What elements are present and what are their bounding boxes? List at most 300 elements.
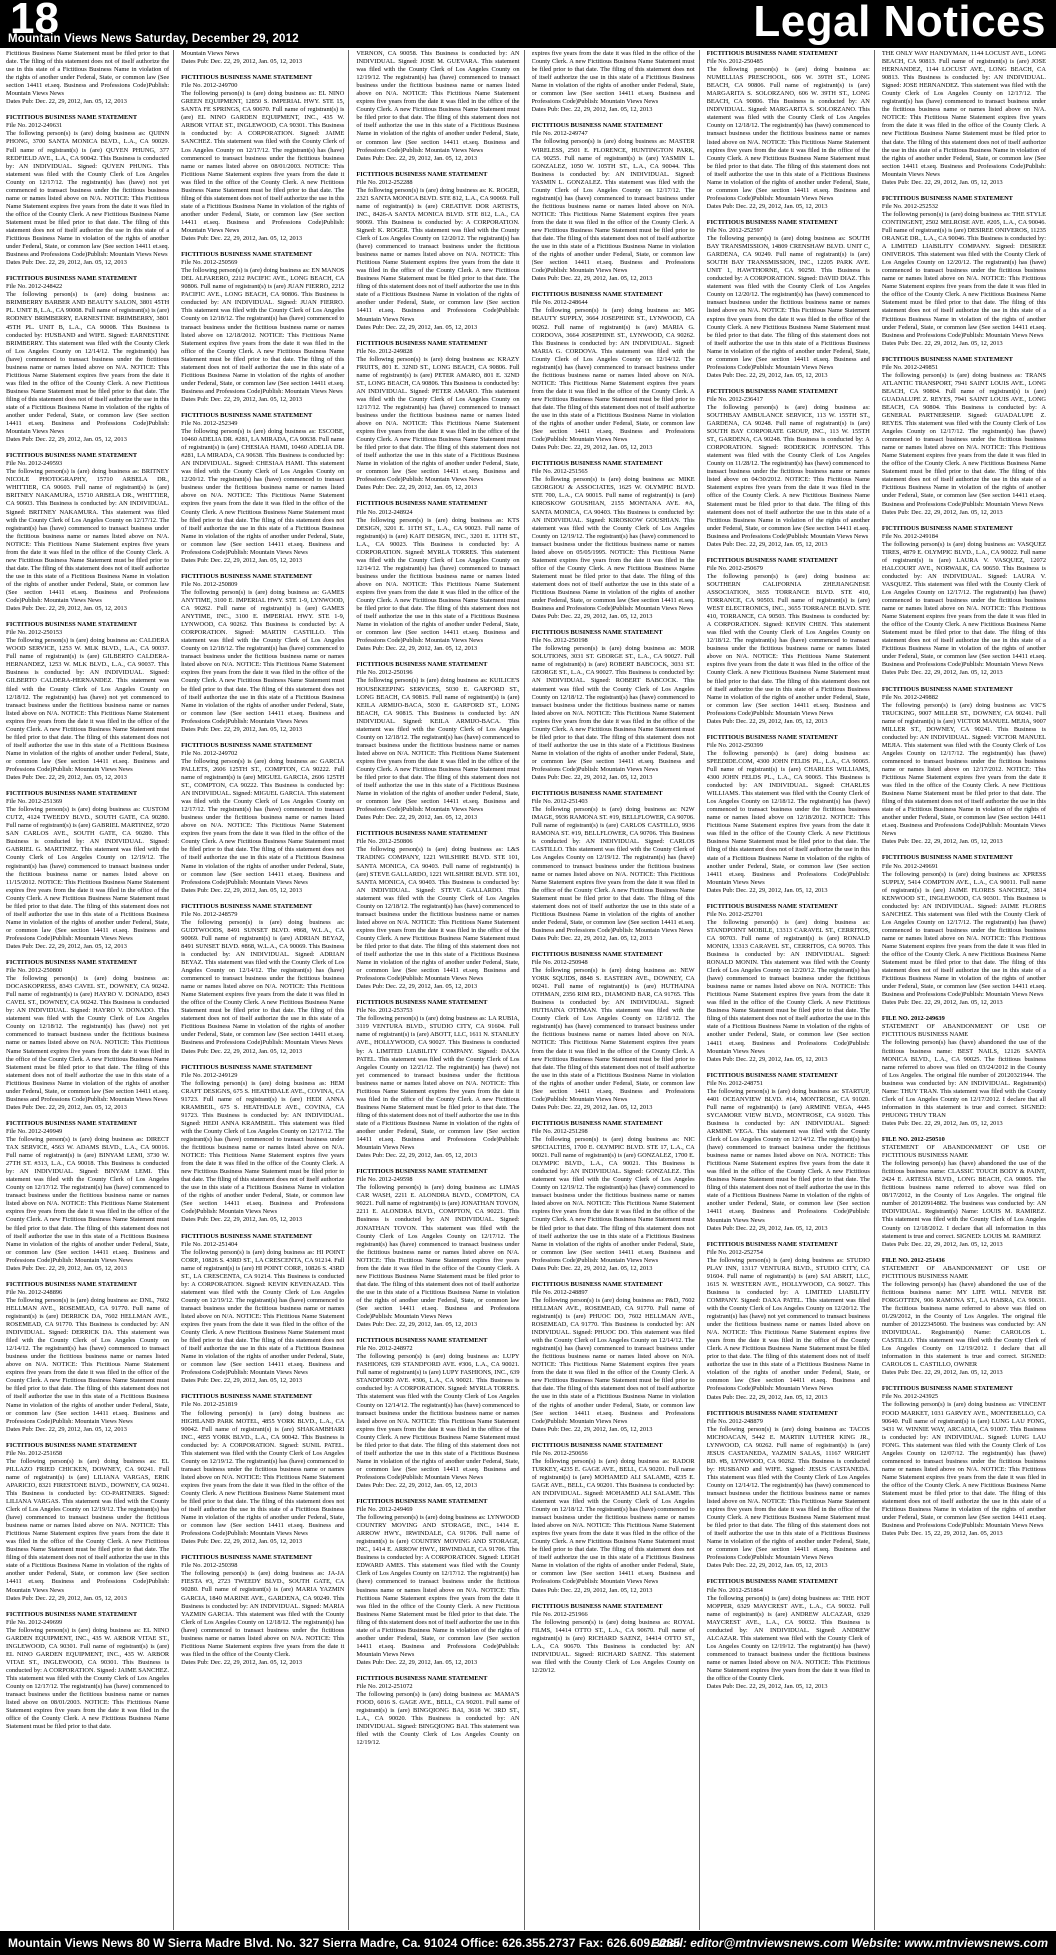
legal-notice [532,1120,695,1273]
notice-heading: FICTITIOUS BUSINESS NAME STATEMENT [6,1119,138,1127]
legal-notice [882,1136,1046,1249]
notice-file-number: File No. 2012-249598 [356,1176,413,1184]
notice-body: The following person(s) is (are) doing business as: P&D, 7602 HELLMAN AVE., ROSEMEAD, CA 91770. Full name of registrant(s) is (are) PHUOC DO, 7602 HELLMAN AVE., ROSEMEAD, CA 91770. This Business is conducted by: AN INDIVIDUAL. Signed: PHUOC DO. This statement was filed with the County Clerk of Los Angeles County on 12/14/12. The registrant(s) has (have) commenced to transact business under the fictitious business name or names listed above on N/A. NOTICE: This Fictitious Name Statement expires five years from the date it was filed in the office of the County Clerk. A new Fictitious Business Name Statement must be filed prior to that date. The filing of this statement does not of itself authorize the use in this state of a Fictitious Business Name in violation of the rights of another under Federal, State, or common law (See section 14411 et.seq. Business and Professions Code)Publish: Mountain Views News [531,1296,695,1425]
notice-body: The following person(s) is (are) doing business as: LUPY FASHIONS, 639 STANDFORD AVE. #306, L.A., CA 90021. Full name of registrant(s) is (are) LUPY FASHIONS, INC., 639 STANDFORD AVE. #306, L.A., CA 90021. This Business is conducted by: A CORPORATION. Signed: MYRLA TORRES. This statement was filed with the County Clerk of Los Angeles County on 12/14/12. The registrant(s) has (have) commenced to transact business under the fictitious business name or names listed above on N/A. NOTICE: This Fictitious Name Statement expires five years from the date it was filed in the office of the County Clerk. A new Fictitious Business Name Statement must be filed prior to that date. The filing of this statement does not of itself authorize the use in this state of a Fictitious Business Name in violation of the rights of another under Federal, State, or common law (See section 14411 et.seq. Business and Professions Code)Publish: Mountain Views News [356,1353,520,1481]
notice-body: The following person(s) is (are) doing business as: TRANS ATLANTIC TRANSPORT, 7941 SAINT LOUIS AVE., LONG BEACH, CA 90804. Full name of registrant(s) is (are) GUADALUPE Z. REYES, 7941 SAINT LOUIS AVE., LONG BEACH, CA 90804. This Business is conducted by: A GENERAL PARTNERSHIP. Signed: GUADALUPE Z. REYES. This statement was filed with the County Clerk of Los Angeles County on 12/17/12. The registrant(s) has (have) commenced to transact business under the fictitious business name or names listed above on N/A. NOTICE: This Fictitious Name Statement expires five years from the date it was filed in the office of the County Clerk. A new Fictitious Business Name Statement must be filed prior to that date. The filing of this statement does not of itself authorize the use in this state of a Fictitious Business Name in violation of the rights of another under Federal, State, or common law (See section 14411 et.seq. Business and Professions Code)Publish: Mountain Views News [881,371,1046,508]
notice-body: Mountain Views News [181,50,240,57]
notice-pub-dates: Dates Pub: Dec. 22, 29, 2012, Jan. 05, 12, 2013 [706,886,828,894]
notice-body: The following person(s) is (are) doing business as: DNL, 7602 HELLMAN AVE., ROSEMEAD, CA 91770. Full name of registrant(s) is (are) DERRICK DA, 7602 HELLMAN AVE., ROSEMEAD, CA 91770. This Business is conducted by: AN INDIVIDUAL. Signed: DERRICK DA. This statement was filed with the County Clerk of Los Angeles County on 12/14/12. The registrant(s) has (have) commenced to transact business under the fictitious business name or names listed above on N/A. NOTICE: This Fictitious Name Statement expires five years from the date it was filed in the office of the County Clerk. A new Fictitious Business Name Statement must be filed prior to that date. The filing of this statement does not of itself authorize the use in this state of a Fictitious Business Name in violation of the rights of another under Federal, State, or common law (See section 14411 et.seq. Business and Professions Code)Publish: Mountain Views News [6,1296,170,1425]
notice-body: The following person(s) is (are) doing business as: LYNWOOD COUNTRY MOVING AND STORAGE, INC., 1414 E. ARROW HWY., IRWINDALE, CA 91706. Full name of registrant(s) is (are) COUNTRY MOVING AND STORAGE, INC., 1414 E. ARROW HWY., IRWINDALE, CA 91706. This Business is conducted by: A CORPORATION. Signed: LEIGH EDWARD AMES. This statement was filed with the County Clerk of Los Angeles County on 12/17/12. The registrant(s) has (have) commenced to transact business under the fictitious business name or names listed above on N/A. NOTICE: This Fictitious Name Statement expires five years from the date it was filed in the office of the County Clerk. A new Fictitious Business Name Statement must be filed prior to that date. The filing of this statement does not of itself authorize the use in this state of a Fictitious Business Name in violation of the rights of another under Federal, State, or common law (See section 14411 et.seq. Business and Professions Code)Publish: Mountain Views News [356,1514,520,1658]
notice-heading: FICTITIOUS BUSINESS NAME STATEMENT [181,1393,313,1401]
notice-heading: FICTITIOUS BUSINESS NAME STATEMENT [706,733,838,741]
notice-pub-dates: Dates Pub: Dec. 22, 29, 2012, Jan. 05, 12, 2013 [706,1683,828,1691]
notice-heading: FICTITIOUS BUSINESS NAME STATEMENT [356,999,488,1007]
notice-pub-dates: Dates Pub: Dec. 22, 29, 2012, Jan. 05, 12, 2013 [181,1216,303,1224]
notice-heading: FICTITIOUS BUSINESS NAME STATEMENT [531,1441,663,1449]
legal-notice [181,742,344,895]
notice-file-number: File No. 2012-250656 [531,1449,588,1457]
notice-body: The following person(s) is (are) doing business as: XPRESS SUPPLY, 5414 COMPTON AVE., L.A., CA 90011. Full name of registrant(s) is (are) JAIME FLORES SANCHEZ, 3814 KENWOOD ST., INGLEWOOD, CA 90301. This Business is conducted by: AN INDIVIDUAL. Signed: JAIME FLORES SANCHEZ. This statement was filed with the County Clerk of Los Angeles County on 12/17/12. The registrant(s) has (have) commenced to transact business under the fictitious business name or names listed above on N/A. NOTICE: This Fictitious Name Statement expires five years from the date it was filed in the office of the County Clerk. A new Fictitious Business Name Statement must be filed prior to that date. The filing of this statement does not of itself authorize the use in this state of a Fictitious Business Name in violation of the rights of another under Federal, State, or common law (See section 14411 et.seq. Business and Professions Code)Publish: Mountain Views News [881,870,1046,999]
notice-file-number: File No. 2012-248972 [356,1345,413,1353]
notice-heading: FICTITIOUS BUSINESS NAME STATEMENT [531,629,663,637]
legal-notices-columns [6,50,1050,1930]
notice-file-number: File No. 2012-243925 [881,1393,939,1401]
notice-file-number: File No. 2012-250569 [181,259,238,267]
notice-heading: FICTITIOUS BUSINESS NAME STATEMENT [706,387,838,395]
notice-heading: FICTITIOUS BUSINESS NAME STATEMENT [531,1602,663,1610]
notice-file-number: File No. 2012-250948 [531,959,588,967]
notice-file-number: File No. 2012-249631 [6,122,63,130]
notice-heading: FICTITIOUS BUSINESS NAME STATEMENT [356,500,488,508]
legal-notice [6,1442,169,1603]
notice-heading: FICTITIOUS BUSINESS NAME STATEMENT [181,1554,313,1562]
legal-notice [882,525,1046,678]
notice-file-number: File No. 2012-248579 [181,910,238,918]
notice-file-number: File No. 2012-251966 [531,1610,588,1618]
notice-body: The following person(s) has (have) abandoned the use of the fictitious business name: BEST NAILS, 12126 SANTA MONICA BLVD., L.A., CA 90025. The fictitious business name referred to above was filed on 03/24/2012 in the County of Los Angeles. The original file number of 20120321944. The business was conducted by: AN INDIVIDUAL. Registrant(s) Name: THUY TRAN. This statement was filed with the County Clerk of Los Angeles County on 12/17/2012. I declare that all information in this statement is true and correct. SIGNED: PHUONG THUY TRAN [881,1039,1046,1119]
legal-notice [882,50,1046,187]
notice-file-number: File No. 2012-250485 [706,58,763,66]
notice-heading: FICTITIOUS BUSINESS NAME STATEMENT [6,1441,138,1449]
notice-body: VERNON, CA 90058. This Business is conducted by: AN INDIVIDUAL. Signed: JOSE M. GUEVARA. This statement was filed with the County Clerk of Los Angeles County on 12/19/12. The registrant(s) has (have) commenced to transact business under the fictitious business name or names listed above on N/A. NOTICE: This Fictitious Name Statement expires five years from the date it was filed in the office of the County Clerk. A new Fictitious Business Name Statement must be filed prior to that date. The filing of this statement does not of itself authorize the use in this state of a Fictitious Business Name in violation of the rights of another under Federal, State, or common law (See section 14411 et.seq. Business and Professions Code)Publish: Mountain Views News [356,50,520,154]
notice-body: The following person(s) is (are) doing business as: STUDIO PLAY INN, 13117 VENTURA BLVD., STUDIO CITY, CA 91604. Full name of registrant(s) is (are) SAI ABRIT, LLC, 1615 N. WESTERN AVE., HOLLYWOOD, CA 90027. This Business is conducted by: A LIMITED LIABILITY COMPANY. Signed: DAXA PATEL. This statement was filed with the County Clerk of Los Angeles County on 12/20/12. The registrant(s) has (have) not yet commenced to transact business under the fictitious business name or names listed above on N/A. NOTICE: This Fictitious Name Statement expires five years from the date it was filed in the office of the County Clerk. A new Fictitious Business Name Statement must be filed prior to that date. The filing of this statement does not of itself authorize the use in this state of a Fictitious Business Name in violation of the rights of another under Federal, State, or common law (See section 14411 et.seq. Business and Professions Code)Publish: Mountain Views News [706,1256,870,1393]
notice-heading: FICTITIOUS BUSINESS NAME STATEMENT [881,194,1013,202]
notice-file-number: File No. 2012-250809 [181,580,238,588]
notice-pub-dates: Dates Pub: Dec. 22, 29, 2012, Jan. 05, 12, 2013 [356,323,478,331]
notice-pub-dates: Dates Pub: Dec. 22, 29, 2012, Jan. 05, 12, 2013 [531,1586,653,1594]
notice-pub-dates: Dates Pub: Dec. 22, 29, 2012, Jan. 05, 12, 2013 [181,1377,303,1385]
notice-heading: FICTITIOUS BUSINESS NAME STATEMENT [706,1409,838,1417]
notice-pub-dates: Dates Pub: Dec. 22, 29, 2012, Jan. 05, 12, 2013 [6,942,127,950]
notice-pub-dates: Dates Pub: Dec. 22, 29, 2012, Jan. 05, 12, 2013 [181,556,303,564]
notice-heading: FICTITIOUS BUSINESS NAME STATEMENT [181,1063,313,1071]
notice-file-number: File No. 2012-249691 [881,862,939,870]
notice-file-number: File No. 2012-250398 [181,1562,238,1570]
notice-pub-dates: Dates Pub: Dec. 22, 29, 2012, Jan. 05, 12, 2013 [531,1103,653,1111]
notice-pub-dates: Dates Pub: Dec. 22, 29, 2012, Jan. 05, 12, 2013 [706,1055,828,1063]
notice-file-number: File No. 2012-250399 [706,741,763,749]
notice-pub-dates: Dates Pub: Dec. 22, 29, 2012, Jan. 05, 12, 2013 [881,178,1003,186]
notice-file-number: File No. 2012-249184 [881,532,939,540]
notice-body: The following person(s) is (are) doing business as: NIC SPECIALTIES, 1700 E. OLYMPIC BLVD. STE 17, L.A., CA 90021. Full name of registrant(s) is (are) GONZALEZ, 1700 E. OLYMPIC BLVD., L.A., CA 90021. This Business is conducted by: AN INDIVIDUAL. Signed: GONZALEZ. This statement was filed with the County Clerk of Los Angeles County on 12/19/12. The registrant(s) has (have) commenced to transact business under the fictitious business name or names listed above on N/A. NOTICE: This Fictitious Name Statement expires five years from the date it was filed in the office of the County Clerk. A new Fictitious Business Name Statement must be filed prior to that date. The filing of this statement does not of itself authorize the use in this state of a Fictitious Business Name in violation of the rights of another under Federal, State, or common law (See section 14411 et.seq. Business and Professions Code)Publish: Mountain Views News [531,1136,695,1264]
notice-heading: FICTITIOUS BUSINESS NAME STATEMENT [881,355,1013,363]
notice-body: The following person(s) is (are) doing business as: HI POINT CORP., 10826 S. 43RD ST., LA CRESCENTA, CA 91214. Full name of registrant(s) is (are) HI POINT CORP., 10826 S. 43RD ST., LA CRESCENTA, CA 91214. This Business is conducted by: A CORPORATION. Signed: KEVIN KEVENAZAD. This statement was filed with the County Clerk of Los Angeles County on 12/19/12. The registrant(s) has (have) commenced to transact business under the fictitious business name or names listed above on N/A. NOTICE: This Fictitious Name Statement expires five years from the date it was filed in the office of the County Clerk. A new Fictitious Business Name Statement must be filed prior to that date. The filing of this statement does not of itself authorize the use in this state of a Fictitious Business Name in violation of the rights of another under Federal, State, or common law (See section 14411 et.seq. Business and Professions Code)Publish: Mountain Views News [181,1248,345,1377]
legal-notice [6,959,169,1112]
legal-notice [356,661,519,822]
legal-notice [6,1611,169,1732]
notice-file-number: STATEMENT OF ABANDONMENT OF USE OF FICTITIOUS BUSINESS NAME [881,1023,1046,1039]
notice-body: The following person(s) is (are) doing business as: GARCIA PALLETS, 2606 125TH ST., COMPTON, CA 90222. Full name of registrant(s) is (are) MIGUEL GARCIA, 2606 125TH ST., COMPTON, CA 90222. This Business is conducted by: AN INDIVIDUAL. Signed: MIGUEL GARCIA. This statement was filed with the County Clerk of Los Angeles County on 12/17/12. The registrant(s) has (have) commenced to transact business under the fictitious business name or names listed above on N/A. NOTICE: This Fictitious Name Statement expires five years from the date it was filed in the office of the County Clerk. A new Fictitious Business Name Statement must be filed prior to that date. The filing of this statement does not of itself authorize the use in this state of a Fictitious Business Name in violation of the rights of another under Federal, State, or common law (See section 14411 et.seq. Business and Professions Code)Publish: Mountain Views News [181,757,345,886]
legal-notice [882,1015,1046,1128]
notice-file-number: File No. 2012-252532 [881,202,939,210]
notice-pub-dates: Dates Pub: Dec. 22, 29, 2012, Jan. 05, 12, 2013 [706,1562,828,1570]
notice-file-number: STATEMENT OF ABANDONMENT OF USE OF FICTITIOUS BUSINESS NAME [881,1144,1046,1160]
notice-body: The following person(s) is (are) doing business as: LIMAS CAR WASH, 2211 E. ALONDRA BLVD., COMPTON, CA 90221. Full name of registrant(s) is (are) JONATHAN TOVON, 2211 E. ALONDRA BLVD., COMPTON, CA 90221. This Business is conducted by: AN INDIVIDUAL. Signed: JONATHAN TOVON. This statement was filed with the County Clerk of Los Angeles County on 12/17/12. The registrant(s) has (have) commenced to transact business under the fictitious business name or names listed above on N/A. NOTICE: This Fictitious Name Statement expires five years from the date it was filed in the office of the County Clerk. A new Fictitious Business Name Statement must be filed prior to that date. The filing of this statement does not of itself authorize the use in this state of a Fictitious Business Name in violation of the rights of another under Federal, State, or common law (See section 14411 et.seq. Business and Professions Code)Publish: Mountain Views News [356,1184,520,1321]
legal-notice [532,951,695,1112]
legal-notice [356,830,519,991]
notice-file-number: File No. 2012-249747 [531,130,588,138]
notice-file-number: STATEMENT OF ABANDONMENT OF USE OF FICTITIOUS BUSINESS NAME [881,1264,1046,1280]
notice-file-number: File No. 2012-248924 [356,508,413,516]
legal-notice [356,1337,519,1490]
notice-file-number: File No. 2012-251658 [6,1449,63,1457]
legal-notice [532,291,695,452]
notice-body: The following person(s) is (are) doing business as: TACOS MICHOACAN, 5442 E. MARTIN LUTHER KING JR., LYNWOOD, CA 90262. Full name of registrant(s) is (are) JESUS CASTANEDA, YAZMIN SALAS, 11167 WRIGHT RD. #B, LYNWOOD, CA 90262. This Business is conducted by: HUSBAND and WIFE. Signed: JESUS CASTANEDA. This statement was filed with the County Clerk of Los Angeles County on 12/14/12. The registrant(s) has (have) commenced to transact business under the fictitious business name or names listed above on N/A. NOTICE: This Fictitious Name Statement expires five years from the date it was filed in the office of the County Clerk. A new Fictitious Business Name Statement must be filed prior to that date. The filing of this statement does not of itself authorize the use in this state of a Fictitious Business Name in violation of the rights of another under Federal, State, or common law (See section 14411 et.seq. Business and Professions Code)Publish: Mountain Views News [706,1425,870,1562]
notice-body: expires five years from the date it was filed in the office of the County Clerk. A new Fictitious Business Name Statement must be filed prior to that date. The filing of this statement does not of itself authorize the use in this state of a Fictitious Business Name in violation of the rights of another under Federal, State, or common law (See section 14411 et.seq. Business and Professions Code)Publish: Mountain Views News [531,50,695,106]
legal-notice [882,1385,1046,1538]
legal-notice [532,1442,695,1595]
notice-body: The following person(s) is (are) doing business as: SOUTHERN CALIFORNIA ZHEJIANGNESE ASSOCIATION, 3655 TORRANCE BLVD. STE 410, TORRANCE, CA 90503. Full name of registrant(s) is (are) WEST ELECTRONICS, INC., 3655 TORRANCE BLVD. STE 410, TORRANCE, CA 90503. This Business is conducted by: A CORPORATION. Signed: KEVIN CHEN. This statement was filed with the County Clerk of Los Angeles County on 12/18/12. The registrant(s) has (have) commenced to transact business under the fictitious business name or names listed above on N/A. NOTICE: This Fictitious Name Statement expires five years from the date it was filed in the office of the County Clerk. A new Fictitious Business Name Statement must be filed prior to that date. The filing of this statement does not of itself authorize the use in this state of a Fictitious Business Name in violation of the rights of another under Federal, State, or common law (See section 14411 et.seq. Business and Professions Code)Publish: Mountain Views News [706,572,870,717]
notice-heading: FICTITIOUS BUSINESS NAME STATEMENT [356,1498,488,1506]
notice-pub-dates: Dates Pub: Dec. 22, 29, 2012, Jan. 05, 12, 2013 [881,1369,1003,1377]
notice-pub-dates: Dates Pub: Dec. 22, 29, 2012, Jan. 05, 12, 2013 [181,1047,303,1055]
notice-file-number: File No. 2012-251403 [531,798,588,806]
legal-notice [532,1281,695,1434]
legal-notice [707,388,870,549]
notice-file-number: File No. 2012-250679 [706,564,763,572]
legal-notice [356,1675,519,1747]
notice-heading: FICTITIOUS BUSINESS NAME STATEMENT [356,830,488,838]
notice-file-number: File No. 2012-252597 [706,226,763,234]
notice-pub-dates: Dates Pub: Dec. 22, 29, 2012, Jan. 05, 12, 2013 [881,669,1003,677]
legal-notice [356,340,519,493]
notice-heading: FICTITIOUS BUSINESS NAME STATEMENT [706,902,838,910]
notice-body: The following person(s) is (are) doing business as: DIRECT TAX SERVICE, 4563 W. ADAMS BLVD., L.A., CA 90016. Full name of registrant(s) is (are) BINYAM LEMI, 3730 W. 27TH ST. #313, L.A., CA 90018. This Business is conducted by: AN INDIVIDUAL. Signed: BINYAM LEMI. This statement was filed with the County Clerk of Los Angeles County on 12/17/12. The registrant(s) has (have) commenced to transact business under the fictitious business name or names listed above on N/A. NOTICE: This Fictitious Name Statement expires five years from the date it was filed in the office of the County Clerk. A new Fictitious Business Name Statement must be filed prior to that date. The filing of this statement does not of itself authorize the use in this state of a Fictitious Business Name in violation of the rights of another under Federal, State, or common law (See section 14411 et.seq. Business and Professions Code)Publish: Mountain Views News [6,1136,170,1264]
notice-file-number: File No. 2012-249828 [356,347,413,355]
legal-notice [707,1578,870,1691]
legal-notice [532,122,695,283]
page-footer [0,1931,1056,1955]
legal-notice [6,275,169,444]
notice-heading: FICTITIOUS BUSINESS NAME STATEMENT [6,275,138,283]
notice-heading: FICTITIOUS BUSINESS NAME STATEMENT [6,790,138,798]
notice-file-number: File No. 2012-251404 [181,1240,238,1248]
notice-body: Fictitious Business Name Statement must be filed prior to that date. The filing of this statement does not of itself authorize the use in this state of a Fictitious Business Name in violation of the rights of another under Federal, State, or common law (See section 14411 et.seq. Business and Professions Code)Publish: Mountain Views News [6,50,170,98]
notice-pub-dates: Dates Pub: Dec. 22, 29, 2012, Jan. 05, 12, 2013 [881,508,1003,516]
legal-notice [356,1498,519,1667]
notice-body: The following person(s) is (are) doing business as: EN MANOS DEL ALFARERO, 2212 PACIFIC AVE., LONG BEACH, CA 90806. Full name of registrant(s) is (are) JUAN FIERRO, 2212 PACIFIC AVE., LONG BEACH, CA 90806. This Business is conducted by: AN INDIVIDUAL. Signed: JUAN FIERRO. This statement was filed with the County Clerk of Los Angeles County on 12/18/12. The registrant(s) has (have) commenced to transact business under the fictitious business name or names listed above on 12/18/2012. NOTICE: This Fictitious Name Statement expires five years from the date it was filed in the office of the County Clerk. A new Fictitious Business Name Statement must be filed prior to that date. The filing of this statement does not of itself authorize the use in this state of a Fictitious Business Name in violation of the rights of another under Federal, State, or common law (See section 14411 et.seq. Business and Professions Code)Publish: Mountain Views News [181,267,345,395]
notice-pub-dates: Dates Pub: Dec. 15, 22, 29, 2012, Jan. 05, 2013 [881,1530,1003,1538]
legal-notice [6,790,169,951]
notice-heading: FICTITIOUS BUSINESS NAME STATEMENT [706,1071,838,1079]
notice-file-number: File No. 2012-251072 [356,1683,413,1691]
notice-body: THE ONLY WAY HANDYMAN, 1144 LOCUST AVE., LONG BEACH, CA 90813. Full name of registrant(s) is (are) JOSE HERNANDEZ, 1144 LOCUST AVE., LONG BEACH, CA 90813. This Business is conducted by: AN INDIVIDUAL. Signed: JOSE HERNANDEZ. This statement was filed with the County Clerk of Los Angeles County on 12/17/12. The registrant(s) has (have) commenced to transact business under the fictitious business name or names listed above on N/A. NOTICE: This Fictitious Name Statement expires five years from the date it was filed in the office of the County Clerk. A new Fictitious Business Name Statement must be filed prior to that date. The filing of this statement does not of itself authorize the use in this state of a Fictitious Business Name in violation of the rights of another under Federal, State, or common law (See section 14411 et.seq. Business and Professions Code)Publish: Mountain Views News [881,50,1046,178]
legal-notice [181,1554,344,1667]
notice-pub-dates: Dates Pub: Dec. 22, 29, 2012, Jan. 05, 12, 2013 [881,1119,1003,1127]
notice-file-number: File No. 2012-249700 [181,82,238,90]
notice-pub-dates: Dates Pub: Dec. 22, 29, 2012, Jan. 05, 12, 2013 [6,1264,127,1272]
notice-body: The following person(s) has (have) abandoned the use of the fictitious business name: MY LIFE WILL NEVER BE FORGOTTEN, 906 RAMONA ST., LA HABRA, CA 90631. The fictitious business name referred to above was filed on 01/29/2012, in the County of Los Angeles. The original file number of 20122345060. The business was conducted by: AN INDIVIDUAL. Registrant(s) Name: CAROLOS L. CASTILLO. This statement was filed with the County Clerk of Los Angeles County on 12/19/2012. I declare that all information in this statement is true and correct. SIGNED: CAROLOS L. CASTILLO, OWNER [881,1280,1046,1369]
notice-body: The following person(s) is (are) doing business as: QUINN PHONG, 3700 SANTA MONICA BLVD., L.A., CA 90029. Full name of registrant(s) is (are) QUYEN PHUNG, 377 REDFIELD AVE., L.A., CA 90042. This Business is conducted by: AN INDIVIDUAL. Signed: QUYEN PHUNG. This statement was filed with the County Clerk of Los Angeles County on 12/17/12. The registrant(s) has (have) not yet commenced to transact business under the fictitious business name or names listed above on N/A. NOTICE: This Fictitious Name Statement expires five years from the date it was filed in the office of the County Clerk. A new Fictitious Business Name Statement must be filed prior to that date. The filing of this statement does not of itself authorize the use in this state of a Fictitious Business Name in violation of the rights of another under Federal, State, or common law (See section 14411 et.seq. Business and Professions Code)Publish: Mountain Views News [6,130,170,259]
legal-notice [532,1603,695,1675]
notice-heading: FICTITIOUS BUSINESS NAME STATEMENT [706,218,838,226]
notice-pub-dates: Dates Pub: Dec. 22, 29, 2012, Jan. 05, 12, 2013 [6,259,127,267]
notice-heading: FICTITIOUS BUSINESS NAME STATEMENT [881,685,1013,693]
footer-contact: Mountain Views News 80 W Sierra Madre Blvd. No. 327 Sierra Madre, Ca. 91024 Office: 626.355.2737 Fax: 626.609.3285 [8,1936,681,1950]
notice-body: The following person(s) is (are) doing business as: LA RUBIA, 3119 VENTURA BLVD., STUDIO CITY, CA 91604. Full name of registrant(s) is (are) ABOTT, LLC, 1611 N. STANLEY AVE., HOLLYWOOD, CA 90027. This Business is conducted by: A LIMITED LIABILITY COMPANY. Signed: DAXA PATEL. This statement was filed with the County Clerk of Los Angeles County on 12/21/12. The registrant(s) has (have) not yet commenced to transact business under the fictitious business name or names listed above on N/A. NOTICE: This Fictitious Name Statement expires five years from the date it was filed in the office of the County Clerk. A new Fictitious Business Name Statement must be filed prior to that date. The filing of this statement does not of itself authorize the use in this state of a Fictitious Business Name in violation of the rights of another under Federal, State, or common law (See section 14411 et.seq. Business and Professions Code)Publish: Mountain Views News [356,1015,520,1152]
legal-notice [882,854,1046,1007]
legal-notice [707,50,870,211]
notice-body: The following person(s) is (are) doing business as: KRAZY FRUITS, 801 E. 32ND ST., LONG BEACH, CA 90806. Full name of registrant(s) is (are) PETER AMARO, 801 E. 32ND ST., LONG BEACH, CA 90806. This Business is conducted by: AN INDIVIDUAL. Signed: PETER AMARO. This statement was filed with the County Clerk of Los Angeles County on 12/17/12. The registrant(s) has (have) commenced to transact business under the fictitious business name or names listed above on N/A. NOTICE: This Fictitious Name Statement expires five years from the date it was filed in the office of the County Clerk. A new Fictitious Business Name Statement must be filed prior to that date. The filing of this statement does not of itself authorize the use in this state of a Fictitious Business Name in violation of the rights of another under Federal, State, or common law (See section 14411 et.seq. Business and Professions Code)Publish: Mountain Views News [356,355,520,484]
notice-heading: FICTITIOUS BUSINESS NAME STATEMENT [356,661,488,669]
notice-pub-dates: Dates Pub: Dec. 22, 29, 2012, Jan. 05, 12, 2013 [181,886,303,894]
notice-body: The following person(s) is (are) doing business as: VINCENT FOOD MARKET, 1031 GARVEY AVE., MONTEBELLO, CA 90640. Full name of registrant(s) is (are) LUNG LAU FONG, 3431 W. WINNIE WAY, ARCADIA, CA 91007. This Business is conducted by: AN INDIVIDUAL. Signed: LUNG LAU FONG. This statement was filed with the County Clerk of Los Angeles County on 12/07/12. The registrant(s) has (have) commenced to transact business under the fictitious business name or names listed above on N/A. NOTICE: This Fictitious Name Statement expires five years from the date it was filed in the office of the County Clerk. A new Fictitious Business Name Statement must be filed prior to that date. The filing of this statement does not of itself authorize the use in this state of a Fictitious Business Name in violation of the rights of another under Federal, State, or common law (See section 14411 et.seq. Business and Professions Code)Publish: Mountain Views News [881,1401,1046,1530]
legal-notice [181,1064,344,1225]
section-title: Legal Notices [753,0,1046,46]
notice-pub-dates: Dates Pub: Dec. 22, 29, 2012, Jan. 05, 12, 2013 [531,106,653,114]
notice-pub-dates: Dates Pub: Dec. 22, 29, 2012, Jan. 05, 12, 2013 [531,1425,653,1433]
notice-pub-dates: Dates Pub: Dec. 22, 29, 2012, Jan. 05, 12, 2013 [706,371,828,379]
notice-pub-dates: Dates Pub: Dec. 22, 29, 2012, Jan. 05, 12, 2013 [881,838,1003,846]
notice-heading: FICTITIOUS BUSINESS NAME STATEMENT [531,1119,663,1127]
notice-file-number: File No. 2012-250196 [356,669,413,677]
notice-heading: FICTITIOUS BUSINESS NAME STATEMENT [6,1610,138,1618]
notice-file-number: File No. 2012-250800 [6,967,63,975]
notice-pub-dates: Dates Pub: Dec. 22, 29, 2012, Jan. 05, 12, 2013 [881,339,1003,347]
notice-pub-dates: Dates Pub: Dec. 22, 29, 2012, Jan. 05, 12, 2013 [6,1425,127,1433]
legal-notice [6,114,169,267]
notice-pub-dates: Dates Pub: Dec. 22, 29, 2012, Jan. 05, 12, 2013 [6,605,127,613]
notice-column [882,50,1050,1930]
notice-heading: FICTITIOUS BUSINESS NAME STATEMENT [6,114,138,122]
notice-body: The following person(s) is (are) doing business as: N2W IMAGE, 9936 RAMONA ST. #19, BELLFLOWER, CA 90706. Full name of registrant(s) is (are) CARLOS CASTILLO, 9936 RAMONA ST. #19, BELLFLOWER, CA 90706. This Business is conducted by: AN INDIVIDUAL. Signed: CARLOS CASTILLO. This statement was filed with the County Clerk of Los Angeles County on 12/19/12. The registrant(s) has (have) commenced to transact business under the fictitious business name or names listed above on N/A. NOTICE: This Fictitious Name Statement expires five years from the date it was filed in the office of the County Clerk. A new Fictitious Business Name Statement must be filed prior to that date. The filing of this statement does not of itself authorize the use in this state of a Fictitious Business Name in violation of the rights of another under Federal, State, or common law (See section 14411 et.seq. Business and Professions Code)Publish: Mountain Views News [531,806,695,934]
notice-heading: FICTITIOUS BUSINESS NAME STATEMENT [181,74,313,82]
notice-body: The following person(s) is (are) doing business as: GAMES ANYTIME, 3100 E. IMPERIAL HWY. STE 1-9, LYNWOOD, CA 90262. Full name of registrant(s) is (are) GAMES ANYTIME, INC., 3100 E. IMPERIAL HWY. STE 1-9, LYNWOOD, CA 90262. This Business is conducted by: A CORPORATION. Signed: MARTIN CASTILLO. This statement was filed with the County Clerk of Los Angeles County on 12/18/12. The registrant(s) has (have) commenced to transact business under the fictitious business name or names listed above on N/A. NOTICE: This Fictitious Name Statement expires five years from the date it was filed in the office of the County Clerk. A new Fictitious Business Name Statement must be filed prior to that date. The filing of this statement does not of itself authorize the use in this state of a Fictitious Business Name in violation of the rights of another under Federal, State, or common law (See section 14411 et.seq. Business and Professions Code)Publish: Mountain Views News [181,588,345,725]
notice-file-number: File No. 2012-252349 [181,420,238,428]
legal-notice [181,1393,344,1546]
notice-heading: FICTITIOUS BUSINESS NAME STATEMENT [531,122,663,130]
notice-pub-dates: Dates Pub: Dec. 22, 29, 2012, Jan. 05, 12, 2013 [356,154,478,162]
notice-file-number: File No. 2012-236417 [706,395,763,403]
notice-pub-dates: Dates Pub: Dec. 22, 29, 2012, Jan. 05, 12, 2013 [706,1224,828,1232]
notice-heading: FICTITIOUS BUSINESS NAME STATEMENT [181,251,313,259]
legal-notice [532,460,695,621]
notice-body: The following person(s) is (are) doing business as: BRIMBERRY BARBER AND BEAUTY SALON, 3801 45TH PL. UNIT B, L.A., CA 90008. Full name of registrant(s) is (are) RODNEY BRIMBERRY, EARNESTINE BRIMBERRY, 3801 45TH PL. UNIT B, L.A., CA 90008. This Business is conducted by: HUSBAND and WIFE. Signed: EARNESTINE BRIMBERRY. This statement was filed with the County Clerk of Los Angeles County on 12/14/12. The registrant(s) has (have) commenced to transact business under the fictitious business name or names listed above on N/A. NOTICE: This Fictitious Name Statement expires five years from the date it was filed in the office of the County Clerk. A new Fictitious Business Name Statement must be filed prior to that date. The filing of this statement does not of itself authorize the use in this state of a Fictitious Business Name in violation of the rights of another under Federal, State, or common law (See section 14411 et.seq. Business and Professions Code)Publish: Mountain Views News [6,291,170,436]
notice-heading: FICTITIOUS BUSINESS NAME STATEMENT [881,854,1013,862]
notice-body: The following person(s) is (are) doing business as: DOCASKOPRESS, 8343 CAVEL ST., DOWNEY, CA 90242. Full name of registrant(s) is (are) HAYRO V. DONADO, 8343 CAVEL ST., DOWNEY, CA 90242. This Business is conducted by: AN INDIVIDUAL. Signed: HAYRO V. DONADO. This statement was filed with the County Clerk of Los Angeles County on 12/18/12. The registrant(s) has (have) not yet commenced to transact business under the fictitious business name or names listed above on N/A. NOTICE: This Fictitious Name Statement expires five years from the date it was filed in the office of the County Clerk. A new Fictitious Business Name Statement must be filed prior to that date. The filing of this statement does not of itself authorize the use in this state of a Fictitious Business Name in violation of the rights of another under Federal, State, or common law (See section 14411 et.seq. Business and Professions Code)Publish: Mountain Views News [6,975,170,1103]
notice-pub-dates: Dates Pub: Dec. 22, 29, 2012, Jan. 05, 12, 2013 [356,1658,478,1666]
notice-body: The following person(s) is (are) doing business as: L&S TRADING COMPANY, 1221 WILSHIRE BLVD. STE 101, SANTA MONICA, CA 90403. Full name of registrant(s) is (are) STEVE GALLARDO, 1221 WILSHIRE BLVD. STE 101, SANTA MONICA, CA 90403. This Business is conducted by: AN INDIVIDUAL. Signed: STEVE GALLARDO. This statement was filed with the County Clerk of Los Angeles County on 12/18/12. The registrant(s) has (have) commenced to transact business under the fictitious business name or names listed above on N/A. NOTICE: This Fictitious Name Statement expires five years from the date it was filed in the office of the County Clerk. A new Fictitious Business Name Statement must be filed prior to that date. The filing of this statement does not of itself authorize the use in this state of a Fictitious Business Name in violation of the rights of another under Federal, State, or common law (See section 14411 et.seq. Business and Professions Code)Publish: Mountain Views News [356,846,520,983]
legal-notice [181,50,344,66]
legal-notice [6,452,169,613]
notice-body: The following person(s) is (are) doing business as: GUDTWOODS, 8491 SUNSET BLVD. #868, W.L.A., CA 90069. Full name of registrant(s) is (are) ADRIAN BEYAZ, 8491 SUNSET BLVD. #868, W.L.A., CA 90069. This Business is conducted by: AN INDIVIDUAL. Signed: ADRIAN BEYAZ. This statement was filed with the County Clerk of Los Angeles County on 12/14/12. The registrant(s) has (have) commenced to transact business under the fictitious business name or names listed above on N/A. NOTICE: This Fictitious Name Statement expires five years from the date it was filed in the office of the County Clerk. A new Fictitious Business Name Statement must be filed prior to that date. The filing of this statement does not of itself authorize the use in this state of a Fictitious Business Name in violation of the rights of another under Federal, State, or common law (See section 14411 et.seq. Business and Professions Code)Publish: Mountain Views News [181,918,345,1047]
legal-notice [882,356,1046,517]
notice-heading: FILE NO. 2012-249639 [881,1015,945,1023]
legal-notice [532,629,695,782]
notice-pub-dates: Dates Pub: Dec. 22, 29, 2012, Jan. 05, 12, 2013 [356,645,478,653]
notice-file-number: File No. 2012-248897 [531,1288,588,1296]
notice-file-number: File No. 2012-249949 [6,1127,63,1135]
notice-body: The following person(s) is (are) doing business as: ESCOBE, 10460 ADELIA DR. #281, LA MIRADA, CA 90638. Full name of registrant(s) is (are) CHESIAA HAMI, 10460 ADELIA DR. #281, LA MIRADA, CA 90638. This Business is conducted by: AN INDIVIDUAL. Signed: CHESIAA HAMI. This statement was filed with the County Clerk of Los Angeles County on 12/20/12. The registrant(s) has (have) commenced to transact business under the fictitious business name or names listed above on N/A. NOTICE: This Fictitious Name Statement expires five years from the date it was filed in the office of the County Clerk. A new Fictitious Business Name Statement must be filed prior to that date. The filing of this statement does not of itself authorize the use in this state of a Fictitious Business Name in violation of the rights of another under Federal, State, or common law (See section 14411 et.seq. Business and Professions Code)Publish: Mountain Views News [181,428,345,556]
notice-pub-dates: Dates Pub: Dec. 22, 29, 2012, Jan. 05, 12, 2013 [356,983,478,991]
notice-file-number: File No. 2012-249882 [881,693,939,701]
notice-body: The following person(s) is (are) doing business as: KUILICE'S HOUSEKEEPING SERVICES, 5030 E. GARFORD ST., LONG BEACH, CA 90815. Full name of registrant(s) is (are) KEILA ARMIJO-BACA, 5030 E. GARFORD ST., LONG BEACH, CA 90815. This Business is conducted by: AN INDIVIDUAL. Signed: KEILA ARMIJO-BACA. This statement was filed with the County Clerk of Los Angeles County on 12/18/12. The registrant(s) has (have) commenced to transact business under the fictitious business name or names listed above on N/A. NOTICE: This Fictitious Name Statement expires five years from the date it was filed in the office of the County Clerk. A new Fictitious Business Name Statement must be filed prior to that date. The filing of this statement does not of itself authorize the use in this state of a Fictitious Business Name in violation of the rights of another under Federal, State, or common law (See section 14411 et.seq. Business and Professions Code)Publish: Mountain Views News [356,677,520,814]
legal-notice [882,195,1046,348]
legal-notice [707,557,870,726]
notice-body: The following person(s) is (are) doing business as: HIGHLAND PARK MOTEL, 4855 YORK BLVD., L.A., CA 90042. Full name of registrant(s) is (are) SHAKAMBHARI INC., 4855 YORK BLVD., L.A., CA 90042. This Business is conducted by: A CORPORATION. Signed: SUNIL PATEL. This statement was filed with the County Clerk of Los Angeles County on 12/19/12. The registrant(s) has (have) commenced to transact business under the fictitious business name or names listed above on N/A. NOTICE: This Fictitious Name Statement expires five years from the date it was filed in the office of the County Clerk. A new Fictitious Business Name Statement must be filed prior to that date. The filing of this statement does not of itself authorize the use in this state of a Fictitious Business Name in violation of the rights of another under Federal, State, or common law (See section 14411 et.seq. Business and Professions Code)Publish: Mountain Views News [181,1409,345,1538]
notice-heading: FICTITIOUS BUSINESS NAME STATEMENT [706,1578,838,1586]
notice-heading: FICTITIOUS BUSINESS NAME STATEMENT [6,621,138,629]
notice-body: The following person(s) is (are) doing business as: SPEEDIDE.COM, 4300 JOHN FELDS PL., L.A., CA 90065. Full name of registrant(s) is (are) CHARLES WILLIAMS, 4300 JOHN FELDS PL., L.A., CA 90065. This Business is conducted by: AN INDIVIDUAL. Signed: CHARLES WILLIAMS. This statement was filed with the County Clerk of Los Angeles County on 12/18/12. The registrant(s) has (have) commenced to transact business under the fictitious business name or names listed above on 12/18/2012. NOTICE: This Fictitious Name Statement expires five years from the date it was filed in the office of the County Clerk. A new Fictitious Business Name Statement must be filed prior to that date. The filing of this statement does not of itself authorize the use in this state of a Fictitious Business Name in violation of the rights of another under Federal, State, or common law (See section 14411 et.seq. Business and Professions Code)Publish: Mountain Views News [706,749,870,886]
notice-body: The following person(s) is (are) doing business as: THE STYLE CONTINGENT, 2502 MELROSE AVE. #205, L.A., CA 90046. Full name of registrant(s) is (are) DESIREE ONIVEROS, 11235 ORANGE DR., L.A., CA 90046. This Business is conducted by: A LIMITED LIABILITY COMPANY. Signed: DESIREE ONIVEROS. This statement was filed with the County Clerk of Los Angeles County on 12/20/12. The registrant(s) has (have) commenced to transact business under the fictitious business name or names listed above on N/A. NOTICE: This Fictitious Name Statement expires five years from the date it was filed in the office of the County Clerk. A new Fictitious Business Name Statement must be filed prior to that date. The filing of this statement does not of itself authorize the use in this state of a Fictitious Business Name in violation of the rights of another under Federal, State, or common law (See section 14411 et.seq. Business and Professions Code)Publish: Mountain Views News [881,210,1046,339]
notice-file-number: File No. 2012-249593 [6,460,63,468]
notice-file-number: File No. 2012-252701 [706,910,763,918]
notice-heading: FICTITIOUS BUSINESS NAME STATEMENT [706,1240,838,1248]
footer-web: Email: editor@mtnviewsnews.com Website: www.mtnviewsnews.com [650,1936,1048,1950]
notice-pub-dates: Dates Pub: Dec. 22, 29, 2012, Jan. 05, 12, 2013 [181,725,303,733]
notice-file-number: File No. 2012-253753 [356,1007,413,1015]
notice-pub-dates: Dates Pub: Dec. 22, 29, 2012, Jan. 05, 12, 2013 [881,1240,1003,1248]
notice-body: The following person(s) is (are) doing business as: ROYAL FILMS, 14414 OTTO ST., L.A., CA 90670. Full name of registrant(s) is (are) RICHARD SAENZ, 14414 OTTO ST., L.A., CA 90670. This Business is conducted by: AN INDIVIDUAL. Signed: RICHARD SAENZ. This statement was filed with the County Clerk of Los Angeles County on 12/20/12. [531,1618,695,1674]
notice-heading: FILE NO. 2012-250510 [881,1136,945,1143]
legal-notice [6,50,169,106]
legal-notice [6,621,169,782]
notice-body: The following person(s) is (are) doing business as: THE HOT MOPPER, 6329 MAYCREST AVE., L.A., CA 90032. Full name of registrant(s) is (are) ANDREW ALCAZAR, 6329 MAYCREST AVE., L.A., CA 90032. This Business is conducted by: AN INDIVIDUAL. Signed: ANDREW ALCAZAR. This statement was filed with the County Clerk of Los Angeles County on 12/19/12. The registrant(s) has (have) commenced to transact business under the fictitious business name or names listed above on N/A. NOTICE: This Fictitious Name Statement expires five years from the date it was filed in the office of the County Clerk. [706,1594,870,1683]
notice-body: The following person(s) is (are) doing business as: MASTER WIRELESS, 2501 E. FLORENCE, HUNTINGTON PARK, CA 90255. Full name of registrant(s) is (are) YASMIN L. GONZALEZ, 1050 W. 105TH ST., L.A., CA 90044. This Business is conducted by: AN INDIVIDUAL. Signed: YASMIN L. GONZALEZ. This statement was filed with the County Clerk of Los Angeles County on 12/17/12. The registrant(s) has (have) commenced to transact business under the fictitious business name or names listed above on N/A. NOTICE: This Fictitious Name Statement expires five years from the date it was filed in the office of the County Clerk. A new Fictitious Business Name Statement must be filed prior to that date. The filing of this statement does not of itself authorize the use in this state of a Fictitious Business Name in violation of the rights of another under Federal, State, or common law (See section 14411 et.seq. Business and Professions Code)Publish: Mountain Views News [531,138,695,275]
notice-pub-dates: Dates Pub: Dec. 22, 29, 2012, Jan. 05, 12, 2013 [181,1658,303,1666]
notice-body: The following person(s) is (are) doing business as: BRITNEY NICOLE PHOTOGRAPHY, 15710 ARBELA DR., WHITTIER, CA 90603. Full name of registrant(s) is (are) BRITNEY NAKAMURA, 15710 ARBELA DR., WHITTIER, CA 90603. This Business is conducted by: AN INDIVIDUAL. Signed: BRITNEY NAKAMURA. This statement was filed with the County Clerk of Los Angeles County on 12/17/12. The registrant(s) has (have) commenced to transact business under the fictitious business name or names listed above on N/A. NOTICE: This Fictitious Name Statement expires five years from the date it was filed in the office of the County Clerk. A new Fictitious Business Name Statement must be filed prior to that date. The filing of this statement does not of itself authorize the use in this state of a Fictitious Business Name in violation of the rights of another under Federal, State, or common law (See section 14411 et.seq. Business and Professions Code)Publish: Mountain Views News [6,468,170,605]
notice-body: The following person(s) is (are) doing business as: CUSTOM CUTZ, 4124 TWEEDY BLVD., SOUTH GATE, CA 90280. Full name of registrant(s) is (are) GABRIEL MARTINEZ, 9720 SAN CARLOS AVE., SOUTH GATE, CA 90280. This Business is conducted by: AN INDIVIDUAL. Signed: GABRIEL G. MARTINEZ. This statement was filed with the County Clerk of Los Angeles County on 12/19/12. The registrant(s) has (have) commenced to transact business under the fictitious business name or names listed above on 11/15/2012. NOTICE: This Fictitious Business Name Statement expires five years from the date it was filed in the office of the County Clerk. A new Fictitious Business Name Statement must be filed prior to that date. The filing of this statement does not of itself authorize the use in this state of a Fictitious Business Name in violation of the rights of another under Federal, State, or common law (See section 14411 et.seq. Business and Professions Code)Publish: Mountain Views News [6,806,170,942]
notice-heading: FICTITIOUS BUSINESS NAME STATEMENT [531,460,663,468]
notice-pub-dates: Dates Pub: Dec. 22, 29, 2012, Jan. 05, 12, 2013 [356,1321,478,1329]
legal-notice [356,500,519,653]
notice-body: The following person(s) is (are) doing business as: MIKE GEORGIOU & ASSOCIATES, 1625 W. OLYMPIC BLVD. STE 700, L.A., CA 90015. Full name of registrant(s) is (are) KIROSKOW GOUSHIAN, 2155 MONTANA AVE. #A, SANTA MONICA, CA 90403. This Business is conducted by: AN INDIVIDUAL. Signed: KIROSKOW GOUSHIAN. This statement was filed with the County Clerk of Los Angeles County on 12/19/12. The registrant(s) has (have) commenced to transact business under the fictitious business name or names listed above on 05/05/1995. NOTICE: This Fictitious Name Statement expires five years from the date it was filed in the office of the County Clerk. A new Fictitious Business Name Statement must be filed prior to that date. The filing of this statement does not of itself authorize the use in this state of a Fictitious Business Name in violation of the rights of another under Federal, State, or common law (See section 14411 et.seq. Business and Professions Code)Publish: Mountain Views News [531,476,695,613]
notice-pub-dates: Dates Pub: Dec. 22, 29, 2012, Jan. 05, 12, 2013 [706,540,828,548]
notice-body: The following person(s) is (are) doing business as: CALDERA WOOD SERVICE, 1253 W. MLK BLVD., L.A., CA 90037. Full name of registrant(s) is (are) GILBERTO CALDERA-HERNANDEZ, 1253 W. MLK BLVD., L.A., CA 90037. This Business is conducted by: AN INDIVIDUAL. Signed: GILBERTO CALDERA-HERNANDEZ. This statement was filed with the County Clerk of Los Angeles County on 12/18/12. The registrant(s) has (have) not yet commenced to transact business under the fictitious business name or names listed above on N/A. NOTICE: This Fictitious Name Statement expires five years from the date it was filed in the office of the County Clerk. A new Fictitious Business Name Statement must be filed prior to that date. The filing of this statement does not of itself authorize the use in this state of a Fictitious Business Name in violation of the rights of another under Federal, State, or common law (See section 14411 et.seq. Business and Professions Code)Publish: Mountain Views News [6,637,170,773]
legal-notice [707,734,870,895]
notice-file-number: File No. 2012-248751 [706,1079,763,1087]
notice-pub-dates: Dates Pub: Dec. 22, 29, 2012, Jan. 05, 12, 2013 [181,235,303,243]
notice-pub-dates: Dates Pub: Dec. 22, 29, 2012, Jan. 05, 12, 2013 [6,774,127,782]
notice-body: The following person(s) is (are) doing business as: RADOR TURKEY, 4235 E. GAGE AVE., BELL, CA 90201. Full name of registrant(s) is (are) MOHAMED ALI SALAME, 4235 E. GAGE AVE., BELL, CA 90201. This Business is conducted by: AN INDIVIDUAL. Signed: MOHAMED ALI SALAME. This statement was filed with the County Clerk of Los Angeles County on 12/18/12. The registrant(s) has (have) commenced to transact business under the fictitious business name or names listed above on N/A. NOTICE: This Fictitious Name Statement expires five years from the date it was filed in the office of the County Clerk. A new Fictitious Business Name Statement must be filed prior to that date. The filing of this statement does not of itself authorize the use in this state of a Fictitious Business Name in violation of the rights of another under Federal, State, or common law (See section 14411 et.seq. Business and Professions Code)Publish: Mountain Views News [531,1457,695,1586]
legal-notice [707,1241,870,1402]
notice-file-number: File No. 2012-249851 [881,363,939,371]
legal-notice [707,1072,870,1233]
notice-pub-dates: Dates Pub: Dec. 22, 29, 2012, Jan. 05, 12, 2013 [181,58,303,66]
notice-pub-dates: Dates Pub: Dec. 22, 29, 2012, Jan. 05, 12, 2013 [531,1264,653,1272]
notice-file-number: File No. 2012-248879 [706,1417,763,1425]
notice-body: The following person(s) is (are) doing business as: VASQUEZ TIRES, 4879 E. OLYMPIC BLVD., L.A., CA 90022. Full name of registrant(s) is (are) LAURA V. VASQUEZ, 12072 HALCOURT AVE., NORWALK, CA 90650. This Business is conducted by: AN INDIVIDUAL. Signed: LAURA V. VASQUEZ. This statement was filed with the County Clerk of Los Angeles County on 12/17/12. The registrant(s) has (have) commenced to transact business under the fictitious business name or names listed above on N/A. NOTICE: This Fictitious Name Statement expires five years from the date it was filed in the office of the County Clerk. A new Fictitious Business Name Statement must be filed prior to that date. The filing of this statement does not of itself authorize the use in this state of a Fictitious Business Name in violation of the rights of another under Federal, State, or common law (See section 14411 et.seq. Business and Professions Code)Publish: Mountain Views News [881,540,1046,669]
notice-body: The following person(s) is (are) doing business as: SOUTHBAY AMBULANCE SERVICE, 113 W. 155TH ST., GARDENA, CA 90248. Full name of registrant(s) is (are) SOUTH BAY CORPORATE GROUP, INC., 113 W. 155TH ST., GARDENA, CA 90248. This Business is conducted by: A CORPORATION. Signed: RODERICK JOHNSON. This statement was filed with the County Clerk of Los Angeles County on 11/28/12. The registrant(s) has (have) commenced to transact business under the fictitious business name or names listed above on 04/30/2012. NOTICE: This Fictitious Name Statement expires five years from the date it was filed in the office of the County Clerk. A new Fictitious Business Name Statement must be filed prior to that date. The filing of this statement does not of itself authorize the use in this state of a Fictitious Business Name in violation of the rights of another under Federal, State, or common law (See section 14411 et.seq. Business and Professions Code)Publish: Mountain Views News [706,403,870,540]
notice-body: The following person(s) is (are) doing business as: MG BEAUTY SUPPLY, 3664 JOSEPHINE ST., LYNWOOD, CA 90262. Full name of registrant(s) is (are) MARIA G. CORDOVA, 3664 JOSEPHINE ST., LYNWOOD, CA 90262. This Business is conducted by: AN INDIVIDUAL. Signed: MARIA G. CORDOVA. This statement was filed with the County Clerk of Los Angeles County on 12/14/12. The registrant(s) has (have) commenced to transact business under the fictitious business name or names listed above on N/A. NOTICE: This Fictitious Name Statement expires five years from the date it was filed in the office of the County Clerk. A new Fictitious Business Name Statement must be filed prior to that date. The filing of this statement does not of itself authorize the use in this state of a Fictitious Business Name in violation of the rights of another under Federal, State, or common law (See section 14411 et.seq. Business and Professions Code)Publish: Mountain Views News [531,307,695,444]
notice-body: The following person(s) is (are) doing business as: K. ROGER, 2321 SANTA MONICA BLVD. STE 812, L.A., CA 90069. Full name of registrant(s) is (are) CREATIVE DOR ARTISTS, INC., 8426-A SANTA MONICA BLVD. STE 812, L.A., CA 90069. This Business is conducted by: A CORPORATION. Signed: K. ROGER. This statement was filed with the County Clerk of Los Angeles County on 12/20/12. The registrant(s) has (have) commenced to transact business under the fictitious business name or names listed above on N/A. NOTICE: This Fictitious Name Statement expires five years from the date it was filed in the office of the County Clerk. A new Fictitious Business Name Statement must be filed prior to that date. The filing of this statement does not of itself authorize the use in this state of a Fictitious Business Name in violation of the rights of another under Federal, State, or common law (See section 14411 et.seq. Business and Professions Code)Publish: Mountain Views News [356,186,520,323]
notice-heading: FICTITIOUS BUSINESS NAME STATEMENT [6,959,138,967]
notice-heading: FICTITIOUS BUSINESS NAME STATEMENT [181,741,313,749]
legal-notice [181,573,344,734]
notice-heading: FICTITIOUS BUSINESS NAME STATEMENT [356,1168,488,1176]
legal-notice [707,1410,870,1571]
notice-pub-dates: Dates Pub: Dec. 22, 29, 2012, Jan. 05, 12, 2013 [881,999,1003,1007]
notice-pub-dates: Dates Pub: Dec. 22, 29, 2012, Jan. 05, 12, 2013 [181,395,303,403]
notice-heading: FICTITIOUS BUSINESS NAME STATEMENT [531,1280,663,1288]
notice-heading: FICTITIOUS BUSINESS NAME STATEMENT [356,170,488,178]
legal-notice [6,1281,169,1434]
notice-heading: FICTITIOUS BUSINESS NAME STATEMENT [181,902,313,910]
legal-notice [181,903,344,1056]
notice-body: The following person(s) is (are) doing business as: EL NINO GREEN EQUIPMENT, 12850 S. IMPERIAL HWY. STE 15, SANTA FE SPRINGS, CA 90670. Full name of registrant(s) is (are) EL NINO GARDEN EQUIPMENT, INC., 435 W. ARBOR VITAE ST., INGLEWOOD, CA 90301. This Business is conducted by: A CORPORATION. Signed: JAIME SANCHEZ. This statement was filed with the County Clerk of Los Angeles County on 12/17/12. The registrant(s) has (have) commenced to transact business under the fictitious business name or names listed above on 08/01/2003. NOTICE: This Fictitious Name Statement expires five years from the date it was filed in the office of the County Clerk. A new Fictitious Business Name Statement must be filed prior to that date. The filing of this statement does not of itself authorize the use in this state of a Fictitious Business Name in violation of the rights of another under Federal, State, or common law (See section 14411 et.seq. Business and Professions Code)Publish: Mountain Views News [181,90,345,234]
notice-body: The following person(s) is (are) doing business as: HEM CRAFT DESIGNS, 675 S. HEATHDALE AVE., COVINA, CA 91723. Full name of registrant(s) is (are) HEDI ANNA KRAMBEIL, 675 S. HEATHDALE AVE., COVINA, CA 91723. This Business is conducted by: AN INDIVIDUAL. Signed: HEDI ANNA KRAMBEIL. This statement was filed with the County Clerk of Los Angeles County on 12/17/12. The registrant(s) has (have) commenced to transact business under the fictitious business name or names listed above on N/A. NOTICE: This Fictitious Name Statement expires five years from the date it was filed in the office of the County Clerk. A new Fictitious Business Name Statement must be filed prior to that date. The filing of this statement does not of itself authorize the use in this state of a Fictitious Business Name in violation of the rights of another under Federal, State, or common law (See section 14411 et.seq. Business and Professions Code)Publish: Mountain Views News [181,1079,345,1216]
notice-pub-dates: Dates Pub: Dec. 22, 29, 2012, Jan. 05, 12, 2013 [706,717,828,725]
legal-notice [532,50,695,114]
legal-notice [181,74,344,243]
notice-pub-dates: Dates Pub: Dec. 22, 29, 2012, Jan. 05, 12, 2013 [531,613,653,621]
notice-heading: FICTITIOUS BUSINESS NAME STATEMENT [881,1385,1013,1393]
notice-body: The following person(s) is (are) doing business as: NEW YORK SQUIDS, 8848 S. EASTERN AVE., DOWNEY, CA 90241. Full name of registrant(s) is (are) HUTHAINA OTHMAN, 2356 RIM RD., DIAMOND BAR, CA 91765. This Business is conducted by: AN INDIVIDUAL. Signed: HUTHAINA OTHMAN. This statement was filed with the County Clerk of Los Angeles County on 12/18/12. The registrant(s) has (have) commenced to transact business under the fictitious business name or names listed above on N/A. NOTICE: This Fictitious Name Statement expires five years from the date it was filed in the office of the County Clerk. A new Fictitious Business Name Statement must be filed prior to that date. The filing of this statement does not of itself authorize the use in this state of a Fictitious Business Name in violation of the rights of another under Federal, State, or common law (See section 14411 et.seq. Business and Professions Code)Publish: Mountain Views News [531,967,695,1103]
notice-heading: FICTITIOUS BUSINESS NAME STATEMENT [6,452,138,460]
notice-pub-dates: Dates Pub: Dec. 22, 29, 2012, Jan. 05, 12, 2013 [181,1538,303,1546]
notice-pub-dates: Dates Pub: Dec. 22, 29, 2012, Jan. 05, 12, 2013 [356,814,478,822]
notice-file-number: File No. 2012-251298 [531,1127,588,1135]
notice-pub-dates: Dates Pub: Dec. 22, 29, 2012, Jan. 05, 12, 2013 [706,202,828,210]
notice-body: The following person(s) is (are) doing business as: STANDPOINT MOBILE, 13313 CARAVEL ST., CERRITOS, CA 90703. Full name of registrant(s) is (are) RONALD MONIN, 13313 CARAVEL ST., CERRITOS, CA 90703. This Business is conducted by: AN INDIVIDUAL. Signed: RONALD MONIN. This statement was filed with the County Clerk of Los Angeles County on 12/20/12. The registrant(s) has (have) commenced to transact business under the fictitious business name or names listed above on N/A. NOTICE: This Fictitious Name Statement expires five years from the date it was filed in the office of the County Clerk. A new Fictitious Business Name Statement must be filed prior to that date. The filing of this statement does not of itself authorize the use in this state of a Fictitious Business Name in violation of the rights of another under Federal, State, or common law (See section 14411 et.seq. Business and Professions Code)Publish: Mountain Views News [706,918,870,1055]
notice-heading: FICTITIOUS BUSINESS NAME STATEMENT [706,556,838,564]
legal-notice [181,412,344,565]
notice-pub-dates: Dates Pub: Dec. 22, 29, 2012, Jan. 05, 12, 2013 [531,774,653,782]
notice-pub-dates: Dates Pub: Dec. 22, 29, 2012, Jan. 05, 12, 2013 [6,98,127,106]
notice-heading: FICTITIOUS BUSINESS NAME STATEMENT [356,1675,488,1682]
masthead-line: Mountain Views News Saturday, December 29, 2012 [8,33,299,45]
notice-file-number: File No. 2012-249699 [6,1618,63,1626]
notice-file-number: File No. 2012-249469 [356,1506,413,1514]
notice-body: The following person(s) is (are) doing business as: MOR SOLUTIONS, 3031 ST. GEORGE ST., L.A., CA 90027. Full name of registrant(s) is (are) ROBERT BABCOCK, 3031 ST. GEORGE ST., L.A., CA 90027. This Business is conducted by: AN INDIVIDUAL. Signed: ROBERT BABCOCK. This statement was filed with the County Clerk of Los Angeles County on 12/18/12. The registrant(s) has (have) commenced to transact business under the fictitious business name or names listed above on N/A. NOTICE: This Fictitious Name Statement expires five years from the date it was filed in the office of the County Clerk. A new Fictitious Business Name Statement must be filed prior to that date. The filing of this statement does not of itself authorize the use in this state of a Fictitious Business Name in violation of the rights of another under Federal, State, or common law (See section 14411 et.seq. Business and Professions Code)Publish: Mountain Views News [531,645,695,773]
legal-notice [882,686,1046,847]
notice-heading: FICTITIOUS BUSINESS NAME STATEMENT [356,339,488,347]
notice-pub-dates: Dates Pub: Dec. 22, 29, 2012, Jan. 05, 12, 2013 [706,1393,828,1401]
notice-heading: FICTITIOUS BUSINESS NAME STATEMENT [531,950,663,958]
notice-body: The following person(s) is (are) doing business as: EL NINO GARDEN EQUIPMENT, INC., 435 W. ARBOR VITAE ST., INGLEWOOD, CA 90301. Full name of registrant(s) is (are) EL NINO GARDEN EQUIPMENT, INC., 435 W. ARBOR VITAE ST., INGLEWOOD, CA 90301. This Business is conducted by: A CORPORATION. Signed: JAIME SANCHEZ. This statement was filed with the County Clerk of Los Angeles County on 12/17/12. The registrant(s) has (have) commenced to transact business under the fictitious business name or names listed above on 08/01/2003. NOTICE: This Fictitious Name Statement expires five years from the date it was filed in the office of the County Clerk. A new Fictitious Business Name Statement must be filed prior to that date. [6,1626,170,1731]
notice-file-number: File No. 2012-251819 [181,1401,238,1409]
notice-file-number: File No. 2012-251864 [706,1586,763,1594]
legal-notice [882,1257,1046,1378]
notice-file-number: File No. 2012-249129 [181,1071,238,1079]
legal-notice [356,50,519,163]
notice-body: The following person(s) is (are) doing business as: EL PILLAZO FRIED CHICKEN, DOWNEY, CA 90241. Full name of registrant(s) is (are) LILIANA VARGAS, ERIK APARICIO, 8321 FIRESTONE BLVD., DOWNEY, CA 90241. This Business is conducted by: CO-PARTNERS. Signed: LILIANA VARGAS. This statement was filed with the County Clerk of Los Angeles County on 12/19/12. The registrant(s) has (have) commenced to transact business under the fictitious business name or names listed above on N/A. NOTICE: This Fictitious Name Statement expires five years from the date it was filed in the office of the County Clerk. A new Fictitious Business Name Statement must be filed prior to that date. The filing of this statement does not of itself authorize the use in this state of a Fictitious Business Name in violation of the rights of another under Federal, State, or common law (See section 14411 et.seq. Business and Professions Code)Publish: Mountain Views News [6,1457,170,1594]
legal-notice [707,903,870,1064]
notice-column [181,50,349,1930]
notice-file-number: File No. 2012-248644 [531,299,588,307]
notice-heading: FILE NO. 2012-251436 [881,1256,945,1264]
notice-file-number: File No. 2012-250198 [531,637,588,645]
notice-column [707,50,875,1930]
legal-notice [181,1233,344,1386]
notice-body: The following person(s) is (are) doing business as: STARTUP, 4401 OCEANVIEW BLVD. #14, MONTROSE, CA 91020. Full name of registrant(s) is (are) ARMINE VEGA, 4445 SYCAMORE VIEW BLVD., MONTROSE, CA 91020. This Business is conducted by: AN INDIVIDUAL. Signed: ARMINE VEGA. This statement was filed with the County Clerk of Los Angeles County on 12/14/12. The registrant(s) has (have) commenced to transact business under the fictitious business name or names listed above on N/A. NOTICE: This Fictitious Name Statement expires five years from the date it was filed in the office of the County Clerk. A new Fictitious Business Name Statement must be filed prior to that date. The filing of this statement does not of itself authorize the use in this state of a Fictitious Business Name in violation of the rights of another under Federal, State, or common law (See section 14411 et.seq. Business and Professions Code)Publish: Mountain Views News [706,1087,870,1224]
notice-file-number: File No. 2012-249702 [181,749,238,757]
notice-file-number: File No. 2012-248422 [6,283,63,291]
notice-file-number: File No. 2012-251565 [531,468,588,476]
notice-pub-dates: Dates Pub: Dec. 22, 29, 2012, Jan. 05, 12, 2013 [356,1481,478,1489]
page-header [0,0,1056,48]
notice-pub-dates: Dates Pub: Dec. 22, 29, 2012, Jan. 05, 12, 2013 [356,484,478,492]
notice-heading: FICTITIOUS BUSINESS NAME STATEMENT [531,790,663,798]
notice-pub-dates: Dates Pub: Dec. 22, 29, 2012, Jan. 05, 12, 2013 [6,1103,127,1111]
notice-heading: FICTITIOUS BUSINESS NAME STATEMENT [706,50,838,57]
notice-body: The following person(s) is (are) doing business as: NUMELLIAS PRESCHOOL, 606 W. 39TH ST., LONG BEACH, CA 90806. Full name of registrant(s) is (are) MARGARITA S. SOLORZANO, 606 W. 39TH ST., LONG BEACH, CA 90806. This Business is conducted by: AN INDIVIDUAL. Signed: MARGARITA S. SOLORZANO. This statement was filed with the County Clerk of Los Angeles County on 12/18/12. The registrant(s) has (have) commenced to transact business under the fictitious business name or names listed above on N/A. NOTICE: This Fictitious Name Statement expires five years from the date it was filed in the office of the County Clerk. A new Fictitious Business Name Statement must be filed prior to that date. The filing of this statement does not of itself authorize the use in this state of a Fictitious Business Name in violation of the rights of another under Federal, State, or common law (See section 14411 et.seq. Business and Professions Code)Publish: Mountain Views News [706,66,870,202]
notice-body: The following person(s) is (are) doing business as: JA-JA FIESTA #3, 2723 TWEEDY BLVD., SOUTH GATE, CA 90280. Full name of registrant(s) is (are) MARIA YAZMIN GARCIA, 1840 MARINE AVE., GARDENA, CA 90249. This Business is conducted by: AN INDIVIDUAL. Signed: MARIA YAZMIN GARCIA. This statement was filed with the County Clerk of Los Angeles County on 12/18/12. The registrant(s) has (have) commenced to transact business under the fictitious business name or names listed above on N/A. NOTICE: This Fictitious Name Statement expires five years from the date it was filed in the office of the County Clerk. [181,1570,345,1658]
notice-pub-dates: Dates Pub: Dec. 22, 29, 2012, Jan. 05, 12, 2013 [356,1152,478,1160]
notice-heading: FICTITIOUS BUSINESS NAME STATEMENT [181,1232,313,1240]
notice-heading: FICTITIOUS BUSINESS NAME STATEMENT [6,1280,138,1288]
notice-body: The following person(s) has (have) abandoned the use of the fictitious business name: CLASSIC TOUCH BODY & PAINT, 2424 E. ARTESIA BLVD., LONG BEACH, CA 90805. The fictitious business name referred to above was filed on 08/17/2012, in the County of Los Angeles. The original file number of 20120914882. The business was conducted by: AN INDIVIDUAL. Registrant(s) Name: LOUIS M. RAMIREZ. This statement was filed with the County Clerk of Los Angeles County on 12/18/2012. I declare that all information in this statement is true and correct. SIGNED: LOUIS M. RAMIREZ [881,1160,1046,1240]
legal-notice [356,171,519,332]
notice-pub-dates: Dates Pub: Dec. 22, 29, 2012, Jan. 05, 12, 2013 [6,436,127,444]
legal-notice [356,999,519,1160]
legal-notice [532,790,695,943]
legal-notice [6,1120,169,1273]
notice-body: The following person(s) is (are) doing business as: VIC'S TRUCKING, 9007 MILLER ST., DOWNEY, CA 90241. Full name of registrant(s) is (are) VICTOR MANUEL MEJIA, 9007 MILLER ST., DOWNEY, CA 90241. This Business is conducted by: AN INDIVIDUAL. Signed: VICTOR MANUEL MEJIA. This statement was filed with the County Clerk of Los Angeles County on 12/17/12. The registrant(s) has (have) commenced to transact business under the fictitious business name or names listed above on 12/17/2012. NOTICE: This Fictitious Name Statement expires five years from the date it was filed in the office of the County Clerk. A new Fictitious Business Name Statement must be filed prior to that date. The filing of this statement does not of itself authorize the use in this state of a Fictitious Business Name in violation of the rights of another under Federal, State, or common law (See section 14411 et.seq. Business and Professions Code)Publish: Mountain Views News [881,701,1046,838]
notice-heading: FICTITIOUS BUSINESS NAME STATEMENT [356,1337,488,1345]
notice-body: The following person(s) is (are) doing business as: SOUTH BAY TRANSMISSION, 14809 CRENSHAW BLVD. UNIT C, GARDENA, CA 90249. Full name of registrant(s) is (are) SOUTH BAY TRANSMISSION, INC., 12205 PARK AVE. UNIT 1, HAWTHORNE, CA 90250. This Business is conducted by: A CORPORATION. Signed: DAVID DIAZ. This statement was filed with the County Clerk of Los Angeles County on 12/20/12. The registrant(s) has (have) commenced to transact business under the fictitious business name or names listed above on N/A. NOTICE: This Fictitious Name Statement expires five years from the date it was filed in the office of the County Clerk. A new Fictitious Business Name Statement must be filed prior to that date. The filing of this statement does not of itself authorize the use in this state of a Fictitious Business Name in violation of the rights of another under Federal, State, or common law (See section 14411 et.seq. Business and Professions Code)Publish: Mountain Views News [706,235,870,371]
notice-file-number: File No. 2012-252754 [706,1248,763,1256]
notice-file-number: File No. 2012-251369 [6,798,63,806]
